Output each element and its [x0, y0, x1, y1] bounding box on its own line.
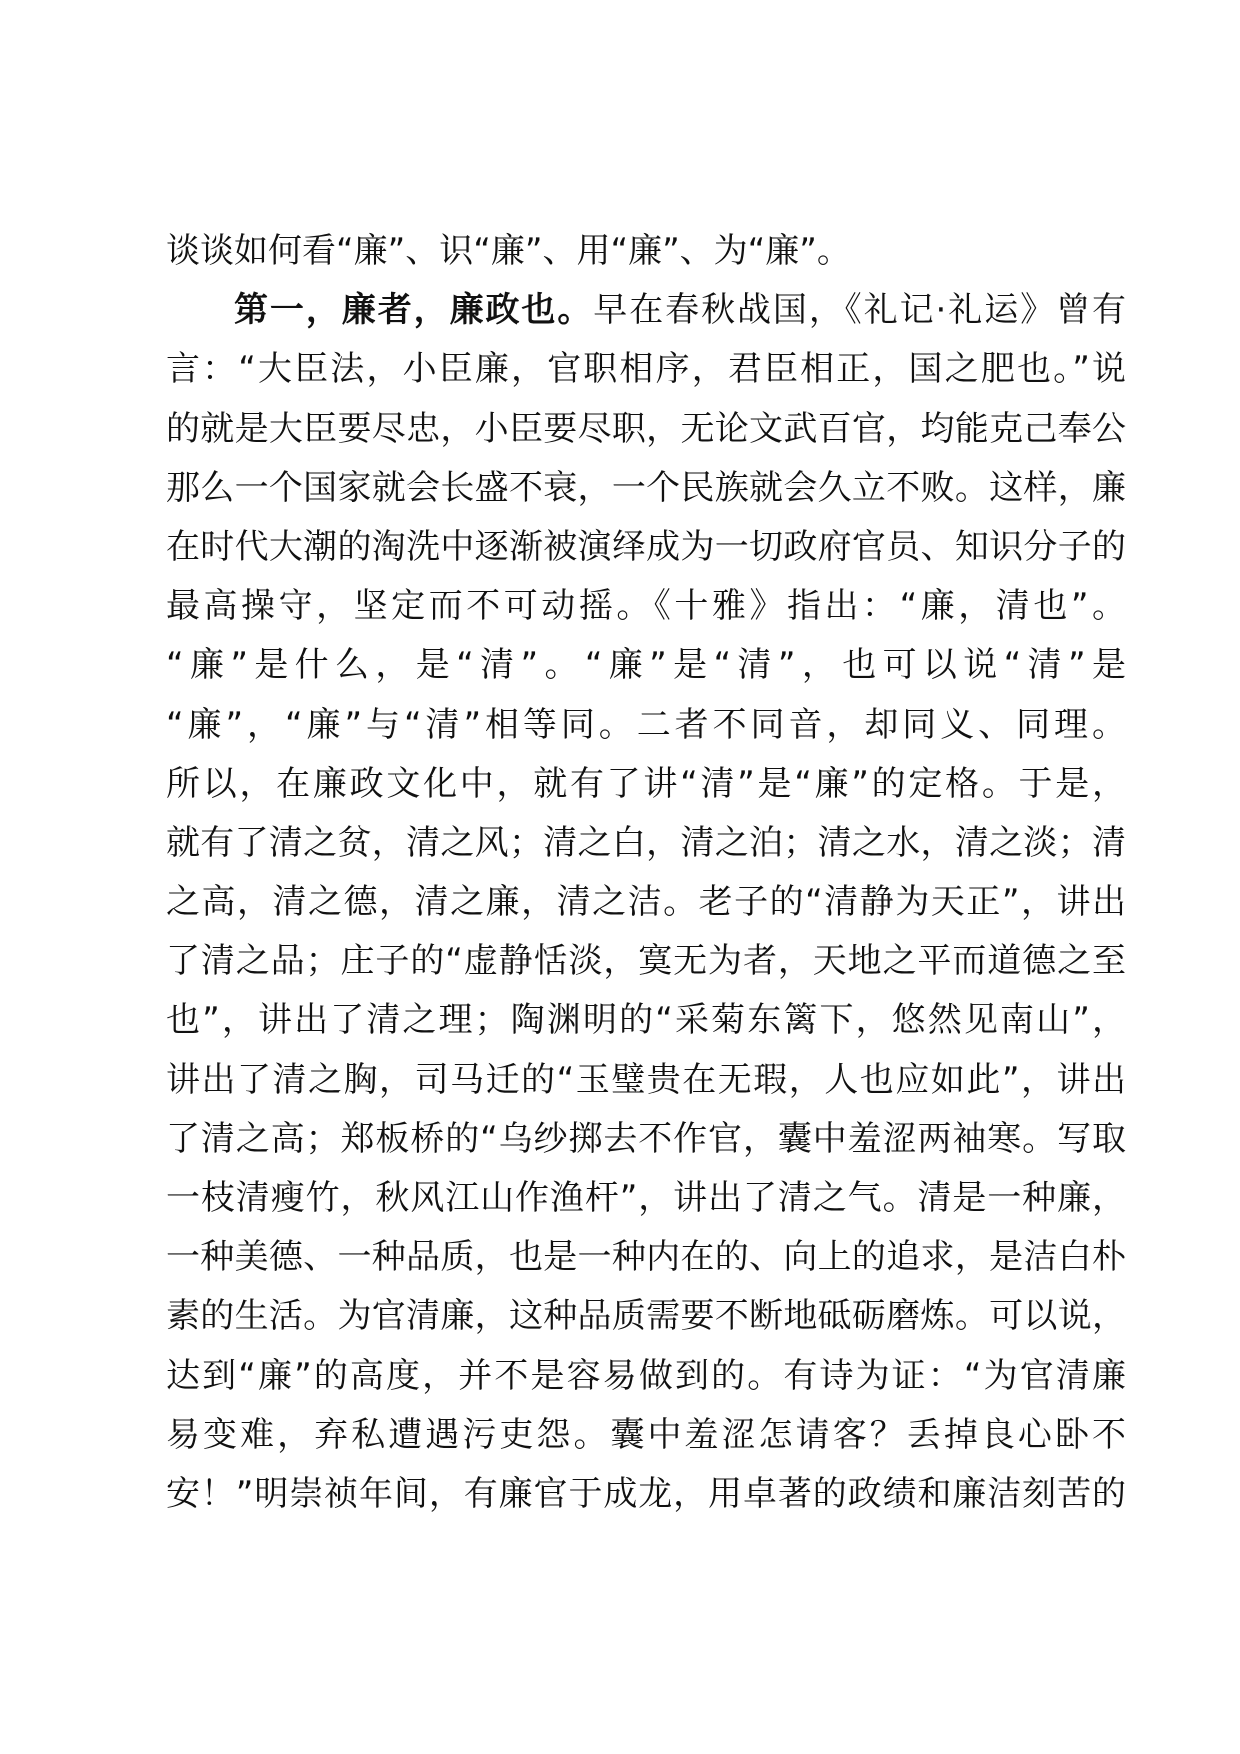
- text-line: 就有了清之贫，清之风；清之白，清之泊；清之水，清之淡；清: [166, 822, 1126, 863]
- text-line: 言：“大臣法，小臣廉，官职相序，君臣相正，国之肥也。”说: [166, 349, 1126, 390]
- body-text: [166, 222, 1126, 1524]
- text-line: 在时代大潮的淘洗中逐渐被演绎成为一切政府官员、知识分子的: [166, 526, 1126, 567]
- text-line: 所以，在廉政文化中，就有了讲“清”是“廉”的定格。于是，: [166, 763, 1126, 804]
- text-line: 谈谈如何看“廉”、识“廉”、用“廉”、为“廉”。: [166, 231, 851, 271]
- text-line: 安！”明崇祯年间，有廉官于成龙，用卓著的政绩和廉洁刻苦的: [166, 1473, 1126, 1514]
- text-line: 素的生活。为官清廉，这种品质需要不断地砥砺磨炼。可以说，: [166, 1296, 1126, 1337]
- text-line: 讲出了清之胸，司马迁的“玉璧贵在无瑕，人也应如此”，讲出: [166, 1059, 1126, 1100]
- text-line: 了清之品；庄子的“虚静恬淡，寞无为者，天地之平而道德之至: [166, 941, 1126, 982]
- text-line: 的就是大臣要尽忠，小臣要尽职，无论文武百官，均能克己奉公: [166, 408, 1126, 449]
- text-line: 那么一个国家就会长盛不衰，一个民族就会久立不败。这样，廉: [166, 467, 1126, 508]
- text-line: 最高操守，坚定而不可动摇。《十雅》指出：“廉，清也”。: [166, 586, 1126, 627]
- text-line: 易变难，弃私遭遇污吏怨。囊中羞涩怎请客？丢掉良心卧不: [166, 1414, 1126, 1455]
- text-line: “廉”是什么，是“清”。“廉”是“清”，也可以说“清”是: [166, 645, 1126, 686]
- text-line: 达到“廉”的高度，并不是容易做到的。有诗为证：“为官清廉: [166, 1355, 1126, 1396]
- text-line: “廉”，“廉”与“清”相等同。二者不同音，却同义、同理。: [166, 704, 1126, 745]
- text-line: 也”，讲出了清之理；陶渊明的“采菊东篱下，悠然见南山”，: [166, 1000, 1126, 1041]
- text-line: 一种美德、一种品质，也是一种内在的、向上的追求，是洁白朴: [166, 1237, 1126, 1278]
- text-line: 第一，廉者，廉政也。早在春秋战国，《礼记·礼运》曾有: [234, 290, 1127, 331]
- text-line: 一枝清瘦竹，秋风江山作渔杆”，讲出了清之气。清是一种廉，: [166, 1178, 1126, 1218]
- section-heading: 第一，廉者，廉政也。: [234, 290, 594, 331]
- text-line: 了清之高；郑板桥的“乌纱掷去不作官，囊中羞涩两袖寒。写取: [166, 1118, 1126, 1159]
- text-line: 之高，清之德，清之廉，清之洁。老子的“清静为天正”，讲出: [166, 882, 1126, 923]
